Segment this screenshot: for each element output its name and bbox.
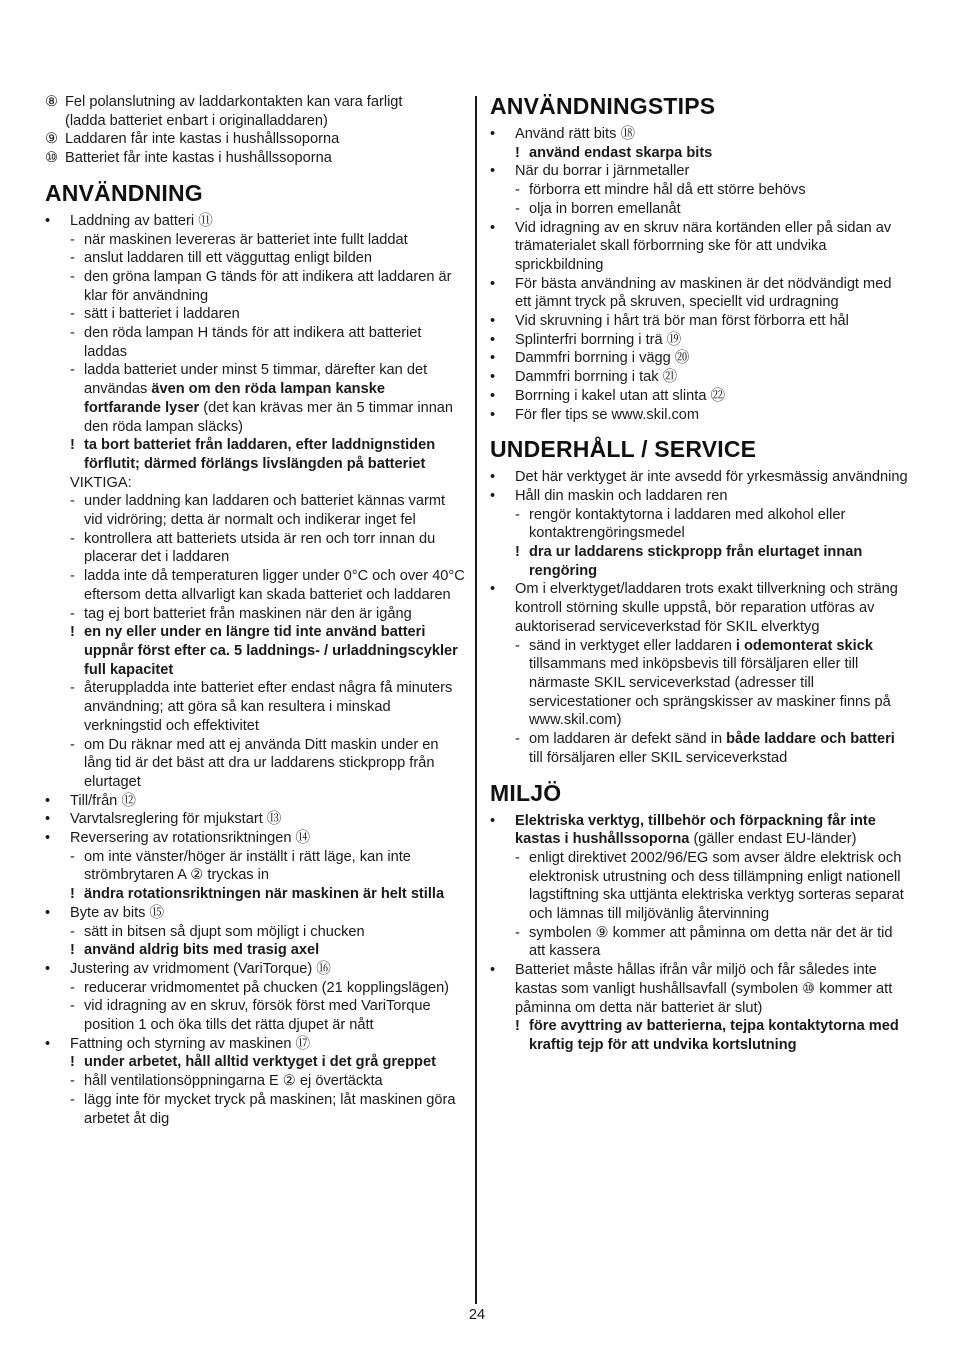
- list-marker: -: [70, 923, 75, 940]
- list-item: [45, 212, 465, 231]
- item-text: Dammfri borrning i vägg ⑳: [515, 350, 690, 367]
- text-segment: ladda batteriet under minst 5 timmar, därefter kan det användas: [84, 362, 428, 398]
- item-text: Batteriet måste hållas ifrån vår miljö och får således inte kastas som vanligt hushållsavfall (symbolen ⑩ kommer att påminna om detta när batteriet är slut): [515, 962, 893, 1016]
- list-marker: -: [70, 268, 75, 285]
- list-marker: •: [490, 369, 496, 386]
- list-marker: •: [45, 212, 51, 229]
- list-item: [45, 361, 465, 436]
- item-text: ladda inte då temperaturen ligger under 0°C och over 40°C eftersom detta allvarligt kan skada batteriet och laddaren: [84, 568, 465, 603]
- item-text: [529, 637, 910, 731]
- list-item: [45, 231, 465, 250]
- item-text: dra ur laddarens stickpropp från elurtaget innan rengöring: [529, 544, 863, 579]
- list-marker: •: [490, 387, 496, 404]
- list-item: [490, 580, 910, 636]
- list-marker: !: [70, 437, 75, 454]
- list-marker: -: [70, 736, 75, 753]
- list-marker: -: [70, 605, 75, 622]
- item-text: Byte av bits ⑮: [70, 904, 165, 921]
- item-text: reducerar vridmomentet på chucken (21 kopplingslägen): [84, 979, 450, 996]
- item-text: [515, 812, 910, 849]
- item-text: anslut laddaren till ett vägguttag enligt bilden: [84, 250, 373, 267]
- list-item: [45, 112, 465, 131]
- list-item: [45, 474, 465, 493]
- item-text: använd aldrig bits med trasig axel: [84, 942, 320, 959]
- list-item: [490, 637, 910, 731]
- list-marker: •: [45, 960, 51, 977]
- list-item: [490, 181, 910, 200]
- item-text: använd endast skarpa bits: [529, 144, 713, 161]
- list-marker: •: [490, 313, 496, 330]
- item-text: rengör kontaktytorna i laddaren med alkohol eller kontaktrengöringsmedel: [529, 506, 846, 542]
- item-text: Varvtalsreglering för mjukstart ⑬: [70, 811, 282, 828]
- warning-item: [45, 436, 465, 473]
- list-item: [45, 848, 465, 885]
- item-text: Om i elverktyget/laddaren trots exakt tillverkning och sträng kontroll störning skulle uppstå, bör reparation utföras av auktoriserad serviceverkstad för SKIL elverktyg: [515, 581, 898, 635]
- list-marker: •: [490, 350, 496, 367]
- item-text: Håll din maskin och laddaren ren: [515, 487, 728, 504]
- item-text: enligt direktivet 2002/96/EG som avser äldre elektrisk och elektronisk utrustning och dess tillämpning enligt nationell lagstiftning ska uttjänta elektriska verktyg sorteras separat och lämnas till miljövänlig återvinning: [529, 849, 904, 923]
- item-text: Laddaren får inte kastas i hushållssoporna: [65, 131, 340, 148]
- list-item: [490, 162, 910, 181]
- list-item: [490, 387, 910, 406]
- item-text: Justering av vridmoment (VariTorque) ⑯: [70, 960, 331, 977]
- list-marker: !: [515, 144, 520, 161]
- list-item: [45, 130, 465, 149]
- list-item: [45, 904, 465, 923]
- text-segment: till försäljaren eller SKIL serviceverkstad: [529, 749, 788, 766]
- list-item: [490, 730, 910, 767]
- text-segment: även om den röda lampan kanske fortfarande lyser: [84, 381, 385, 416]
- list-item: [45, 997, 465, 1034]
- item-text: när maskinen levereras är batteriet inte fullt laddat: [84, 231, 408, 248]
- list-item: [45, 305, 465, 324]
- list-marker: •: [490, 126, 496, 142]
- list-item: [490, 961, 910, 1017]
- item-text: en ny eller under en längre tid inte använd batteri uppnår först efter ca. 5 laddnings- / urladdningscykler full kapacitet: [84, 624, 458, 678]
- text-segment: tillsammans med inköpsbevis till försäljaren eller till närmaste SKIL serviceverkstad (adresser till servicestationer och sprängskisser av maskiner finns på www.skil.com): [529, 656, 891, 729]
- list-item: [45, 605, 465, 624]
- list-item: [45, 492, 465, 529]
- list-item: [490, 200, 910, 219]
- item-text: Använd rätt bits ⑱: [515, 126, 636, 142]
- list-marker: ⑨: [45, 131, 59, 148]
- item-text: under arbetet, håll alltid verktyget i det grå greppet: [84, 1054, 436, 1071]
- list-marker: -: [70, 680, 75, 697]
- list-item: [45, 1091, 465, 1128]
- list-item: [490, 812, 910, 849]
- list-item: [45, 736, 465, 792]
- item-text: lägg inte för mycket tryck på maskinen; låt maskinen göra arbetet åt dig: [84, 1091, 456, 1127]
- list-marker: ⑩: [45, 150, 59, 167]
- left-column: [45, 93, 465, 1128]
- list-item: [490, 219, 910, 275]
- list-item: [45, 810, 465, 829]
- text-segment: om laddaren är defekt sänd in: [529, 731, 727, 748]
- list-marker: •: [490, 487, 496, 504]
- list-item: [490, 406, 910, 425]
- list-marker: •: [490, 406, 496, 423]
- list-marker: •: [490, 962, 496, 979]
- text-segment: i odemonterat skick: [735, 637, 873, 654]
- list-item: [490, 487, 910, 506]
- item-text: Splinterfri borrning i trä ⑲: [515, 331, 682, 348]
- item-text: symbolen ⑨ kommer att påminna om detta när det är tid att kassera: [529, 924, 893, 960]
- item-text: kontrollera att batteriets utsida är ren och torr innan du placerar det i laddaren: [84, 530, 436, 566]
- text-segment: sänd in verktyget eller laddaren: [529, 637, 736, 654]
- item-text: När du borrar i järnmetaller: [515, 163, 690, 180]
- list-marker: •: [490, 812, 496, 829]
- list-item: [490, 368, 910, 387]
- page-number: 24: [468, 1307, 486, 1323]
- item-text: Reversering av rotationsriktningen ⑭: [70, 830, 311, 847]
- list-marker: !: [70, 886, 75, 903]
- list-marker: •: [45, 904, 51, 921]
- list-marker: -: [515, 731, 520, 748]
- section-heading: MILJÖ: [490, 779, 562, 806]
- item-text: sätt i batteriet i laddaren: [84, 306, 240, 323]
- item-text: För bästa användning av maskinen är det nödvändigt med ett jämnt tryck på skruven, speciellt vid urdragning: [515, 275, 892, 311]
- warning-item: [490, 543, 910, 580]
- list-marker: -: [515, 182, 520, 199]
- item-text: sätt in bitsen så djupt som möjligt i chucken: [84, 923, 365, 940]
- list-item: [45, 979, 465, 998]
- item-text: tag ej bort batteriet från maskinen när den är igång: [84, 605, 412, 622]
- item-text: Fattning och styrning av maskinen ⑰: [70, 1035, 311, 1052]
- list-item: [490, 468, 910, 487]
- list-marker: -: [70, 530, 75, 547]
- text-segment: (det kan krävas mer än 5 timmar innan den röda lampan släcks): [84, 399, 454, 435]
- column-divider: [475, 96, 477, 1304]
- list-marker: !: [515, 544, 520, 561]
- item-text: Fel polanslutning av laddarkontakten kan vara farligt: [65, 94, 403, 110]
- list-item: [490, 275, 910, 312]
- list-marker: •: [490, 275, 496, 292]
- text-segment: Elektriska verktyg, tillbehör och förpackning får inte kastas i hushållssoporna: [515, 812, 876, 848]
- list-marker: •: [490, 581, 496, 598]
- list-marker: -: [70, 362, 75, 379]
- list-marker: !: [70, 624, 75, 641]
- list-item: [45, 792, 465, 811]
- list-item: [45, 679, 465, 735]
- list-item: [45, 249, 465, 268]
- list-marker: •: [490, 219, 496, 236]
- list-marker: !: [70, 942, 75, 959]
- list-marker: •: [45, 811, 51, 828]
- item-text: ta bort batteriet från laddaren, efter laddnignstiden förflutit; därmed förlängs livslängden på batteriet: [84, 437, 436, 472]
- list-marker: -: [70, 848, 75, 865]
- item-text: håll ventilationsöppningarna E ② ej övertäckta: [84, 1073, 383, 1090]
- item-text: Borrning i kakel utan att slinta ㉒: [515, 387, 726, 404]
- item-text: Dammfri borrning i tak ㉑: [515, 369, 678, 386]
- warning-item: [490, 1017, 910, 1054]
- list-marker: -: [70, 1073, 75, 1090]
- list-item: [490, 312, 910, 331]
- list-item: [490, 849, 910, 924]
- right-column: [490, 93, 910, 1055]
- item-text: (ladda batteriet enbart i originalladdaren): [65, 112, 328, 129]
- list-marker: -: [515, 200, 520, 217]
- list-marker: -: [70, 325, 75, 342]
- list-item: [45, 268, 465, 305]
- item-text: VIKTIGA:: [70, 474, 132, 491]
- list-marker: -: [70, 1091, 75, 1108]
- item-text: före avyttring av batterierna, tejpa kontaktytorna med kraftig tejp för att undvika kortslutning: [529, 1018, 899, 1053]
- warning-item: [45, 885, 465, 904]
- list-marker: -: [70, 979, 75, 996]
- list-marker: •: [45, 830, 51, 847]
- item-text: den röda lampan H tänds för att indikera att batteriet laddas: [84, 325, 422, 360]
- list-item: [490, 506, 910, 543]
- item-text: förborra ett mindre hål då ett större behövs: [529, 182, 806, 199]
- item-text: Vid skruvning i hårt trä bör man först förborra ett hål: [515, 313, 849, 330]
- list-item: [490, 924, 910, 961]
- list-marker: •: [490, 331, 496, 348]
- item-text: [529, 730, 910, 767]
- item-text: Laddning av batteri ⑪: [70, 212, 213, 229]
- list-marker: !: [515, 1018, 520, 1035]
- list-item: [490, 125, 910, 144]
- item-text: återuppladda inte batteriet efter endast några få minuters användning; att göra så kan resultera i minskad verkningstid och effektivitet: [84, 680, 453, 734]
- item-text: Vid idragning av en skruv nära kortänden eller på sidan av trämaterialet skall förborrning ske för att undvika sprickbildning: [515, 219, 892, 273]
- list-item: [490, 349, 910, 368]
- list-marker: •: [45, 792, 51, 809]
- item-text: om Du räknar med att ej använda Ditt maskin under en lång tid är det bäst att dra ur laddarens stickpropp från elurtaget: [84, 736, 439, 790]
- list-marker: -: [70, 231, 75, 248]
- text-segment: både laddare och batteri: [726, 731, 895, 748]
- list-item: [45, 1072, 465, 1091]
- list-marker: -: [515, 849, 520, 866]
- item-text: den gröna lampan G tänds för att indikera att laddaren är klar för användning: [84, 268, 452, 304]
- section-heading: ANVÄNDNINGSTIPS: [490, 93, 716, 119]
- warning-item: [45, 1053, 465, 1072]
- item-text: om inte vänster/höger är inställt i rätt läge, kan inte strömbrytaren A ② tryckas in: [84, 848, 411, 884]
- list-marker: -: [70, 568, 75, 585]
- item-text: Det här verktyget är inte avsedd för yrkesmässig användning: [515, 469, 908, 486]
- item-text: ändra rotationsriktningen när maskinen är helt stilla: [84, 886, 445, 903]
- list-marker: ⑧: [45, 94, 59, 110]
- list-marker: -: [515, 924, 520, 941]
- list-marker: •: [490, 163, 496, 180]
- list-marker: •: [45, 1035, 51, 1052]
- list-marker: -: [70, 493, 75, 510]
- list-item: [45, 149, 465, 168]
- item-text: [84, 361, 465, 436]
- list-item: [45, 960, 465, 979]
- list-item: [490, 331, 910, 350]
- list-item: [45, 324, 465, 361]
- list-marker: •: [490, 469, 496, 486]
- list-item: [45, 93, 465, 112]
- item-text: Batteriet får inte kastas i hushållssoporna: [65, 150, 332, 167]
- list-marker: -: [70, 306, 75, 323]
- list-item: [45, 567, 465, 604]
- warning-item: [490, 144, 910, 163]
- list-marker: -: [515, 506, 520, 523]
- section-heading: UNDERHÅLL / SERVICE: [490, 436, 757, 463]
- list-item: [45, 1035, 465, 1054]
- list-item: [45, 923, 465, 942]
- item-text: vid idragning av en skruv, försök först med VariTorque position 1 och öka tills det rätta djupet är nått: [84, 998, 431, 1034]
- warning-item: [45, 623, 465, 679]
- item-text: Till/från ⑫: [70, 792, 136, 809]
- warning-item: [45, 941, 465, 960]
- list-item: [45, 530, 465, 567]
- section-heading: ANVÄNDNING: [45, 179, 203, 206]
- item-text: olja in borren emellanåt: [529, 200, 681, 217]
- list-marker: -: [70, 998, 75, 1015]
- item-text: under laddning kan laddaren och batteriet kännas varmt vid vidröring; detta är normalt och indikerar inget fel: [84, 493, 446, 529]
- list-marker: !: [70, 1054, 75, 1071]
- list-marker: -: [515, 637, 520, 654]
- list-item: [45, 829, 465, 848]
- list-marker: -: [70, 250, 75, 267]
- item-text: För fler tips se www.skil.com: [515, 406, 700, 423]
- text-segment: (gäller endast EU-länder): [689, 831, 857, 848]
